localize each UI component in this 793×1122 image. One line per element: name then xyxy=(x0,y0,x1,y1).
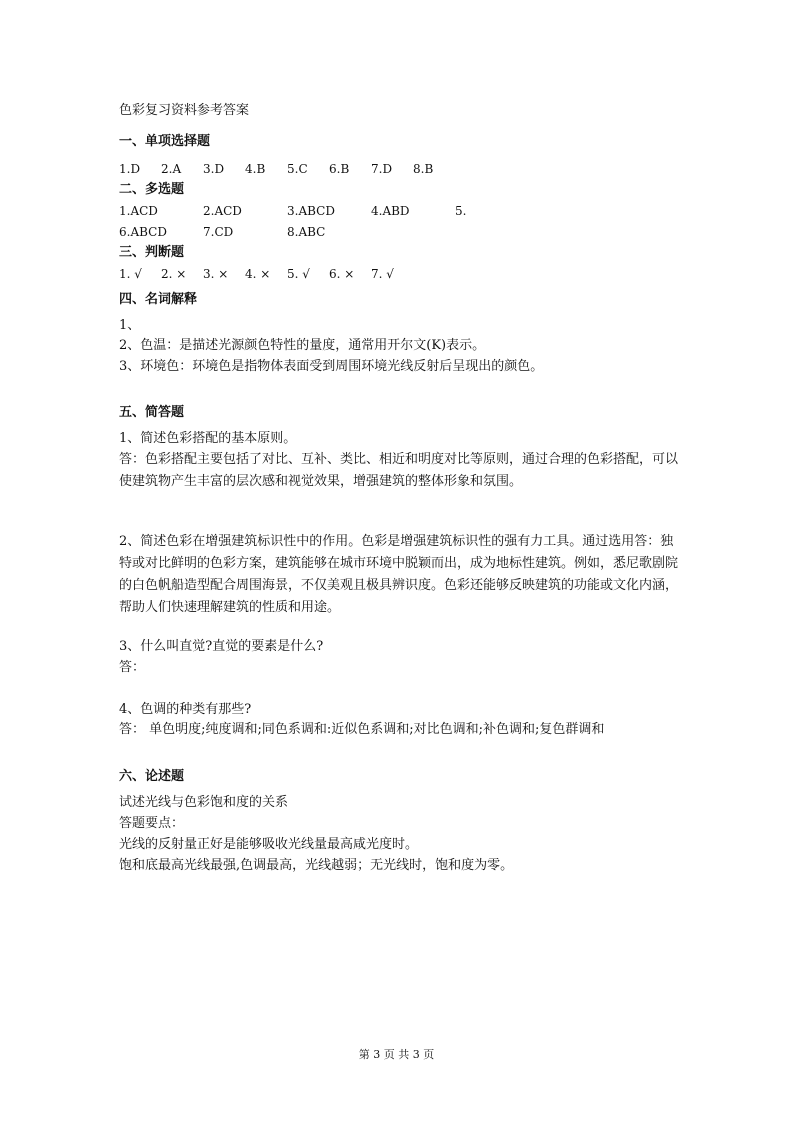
answer-item: 2.A xyxy=(161,162,182,176)
essay-line: 饱和底最高光线最强,色调最高，光线越弱；无光线时，饱和度为零。 xyxy=(119,858,514,873)
answer-item: 2.ACD xyxy=(203,204,242,218)
definition-item: 2、色温：是描述光源颜色特性的量度，通常用开尔文(K)表示。 xyxy=(119,338,486,353)
answer-item: 2. × xyxy=(161,267,187,281)
answer-text: 答： 单色明度;纯度调和;同色系调和:近似色系调和;对比色调和;补色调和;复色群调和 xyxy=(119,722,605,737)
answer-item: 7.CD xyxy=(203,225,234,239)
answer-item: 7.D xyxy=(371,162,393,176)
section-heading-multiple-choice: 二、多选题 xyxy=(119,182,185,197)
document-title: 色彩复习资料参考答案 xyxy=(119,103,250,118)
answer-item: 6.ABCD xyxy=(119,225,167,239)
section-heading-true-false: 三、判断题 xyxy=(119,245,185,260)
section-heading-single-choice: 一、单项选择题 xyxy=(119,134,211,149)
answer-item: 3.D xyxy=(203,162,225,176)
essay-line: 试述光线与色彩饱和度的关系 xyxy=(119,795,289,810)
answer-item: 8.ABC xyxy=(287,225,326,239)
answer-item: 1.ACD xyxy=(119,204,158,218)
page-footer: 第 3 页 共 3 页 xyxy=(358,1048,435,1061)
answer-item: 7. √ xyxy=(371,267,394,281)
answer-item: 3.ABCD xyxy=(287,204,335,218)
section-heading-definitions: 四、名词解释 xyxy=(119,292,198,307)
answer-item: 6. × xyxy=(329,267,355,281)
answer-item: 5. √ xyxy=(287,267,310,281)
essay-line: 光线的反射量正好是能够吸收光线量最高咸光度时。 xyxy=(119,837,419,852)
answer-item: 8.B xyxy=(413,162,434,176)
question-text: 3、什么叫直觉?直觉的要素是什么? xyxy=(119,639,324,654)
answer-item: 5.C xyxy=(287,162,308,176)
question-answer-paragraph: 2、简述色彩在增强建筑标识性中的作用。色彩是增强建筑标识性的强有力工具。通过选用答：独特或对比鲜明的色彩方案，建筑能够在城市环境中脱颖而出，成为地标性建筑。例如，悉尼歌剧院的白色帆船造型配合周围海景，不仅美观且极具辨识度。色彩还能够反映建筑的功能或文化内涵，帮助人们快速理解建筑的性质和用途。 xyxy=(119,534,679,615)
definition-item: 3、环境色：环境色是指物体表面受到周围环境光线反射后呈现出的颜色。 xyxy=(119,359,544,374)
answer-item: 6.B xyxy=(329,162,350,176)
question-text: 1、简述色彩搭配的基本原则。 xyxy=(119,431,297,446)
answer-item: 4. × xyxy=(245,267,271,281)
essay-line: 答题要点： xyxy=(119,816,185,831)
answer-item: 3. × xyxy=(203,267,229,281)
answer-item: 4.ABD xyxy=(371,204,410,218)
definition-item: 1、 xyxy=(119,318,141,333)
answer-item: 1.D xyxy=(119,162,141,176)
answer-text: 答： xyxy=(119,660,146,675)
answer-item: 1. √ xyxy=(119,267,142,281)
answer-item: 4.B xyxy=(245,162,266,176)
answer-item: 5. xyxy=(455,204,467,218)
question-text: 4、色调的种类有那些? xyxy=(119,702,252,717)
section-heading-short-answer: 五、简答题 xyxy=(119,405,185,420)
section-heading-essay: 六、论述题 xyxy=(119,769,185,784)
answer-paragraph: 答：色彩搭配主要包括了对比、互补、类比、相近和明度对比等原则，通过合理的色彩搭配，可以使建筑物产生丰富的层次感和视觉效果，增强建筑的整体形象和氛围。 xyxy=(119,452,679,489)
